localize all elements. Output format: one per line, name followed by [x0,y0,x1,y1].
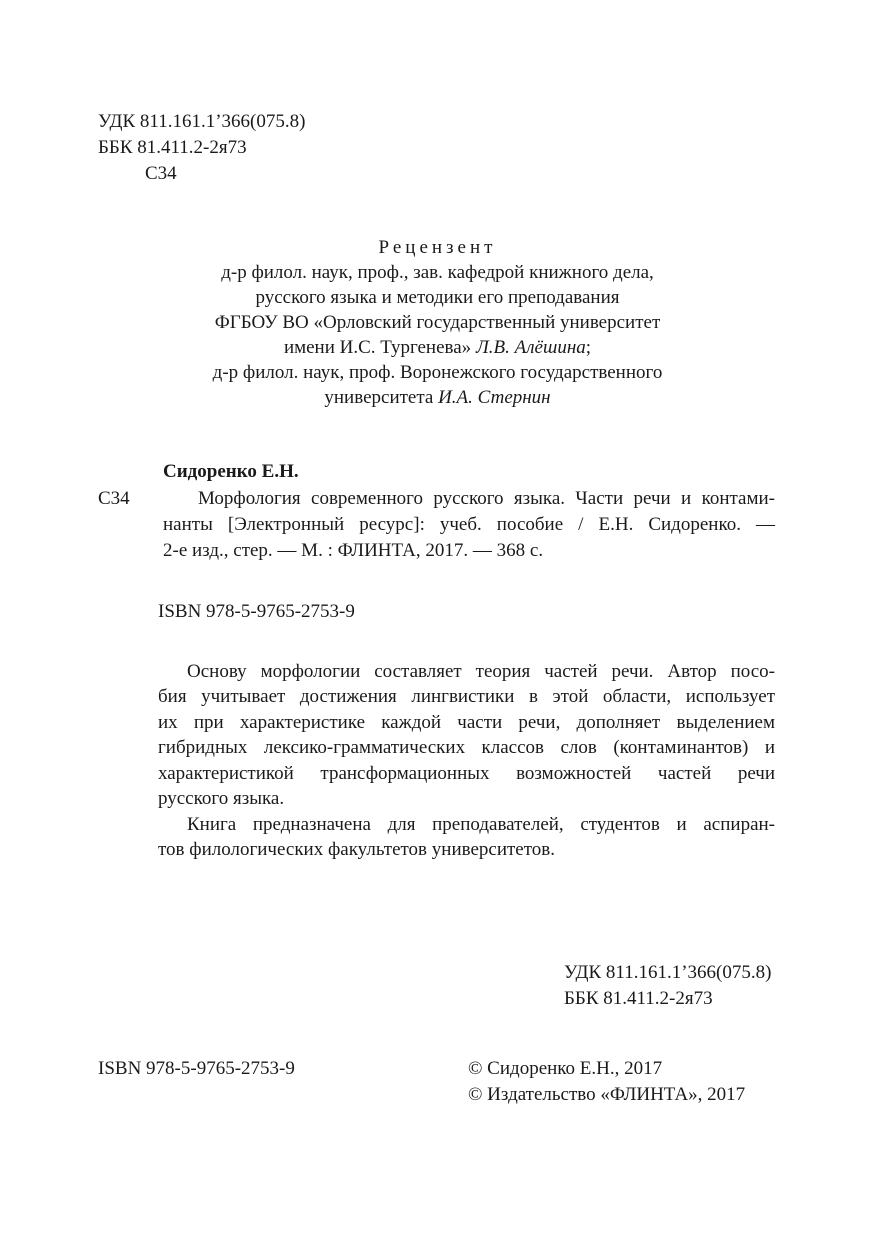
catalog-author-text: Сидоренко Е.Н. [163,461,299,482]
abstract-p1-line-5: характеристикой трансформационных возможностей частей речи [158,763,775,784]
reviewer-line-2: русского языка и методики его преподавания [255,287,620,308]
reviewer-line-6-prefix: университета [324,387,434,408]
catalog-desc-line-2: нанты [Электронный ресурс]: учеб. пособие / Е.Н. Сидоренко. — [163,514,775,535]
reviewer-line-4 [0,335,875,361]
footer-copyright-publisher: © Издательство «ФЛИНТА», 2017 [468,1084,746,1105]
catalog-desc-line-3: 2-е изд., стер. — М. : ФЛИНТА, 2017. — 368 с. [163,540,544,561]
header-udk: УДК 811.161.1’366(075.8) [98,111,306,132]
footer-isbn: ISBN 978-5-9765-2753-9 [98,1058,295,1079]
catalog-author [163,459,299,485]
reviewer-name-aleshina: Л.В. Алёшина [475,337,586,358]
catalog-code: С34 [98,488,130,509]
reviewer-line-6 [0,385,875,411]
footer-copyright-author: © Сидоренко Е.Н., 2017 [468,1058,663,1079]
footer-udk: УДК 811.161.1’366(075.8) [564,962,772,983]
abstract-p1-line-1: Основу морфологии составляет теория частей речи. Автор посо- [187,661,775,682]
abstract-p1-line-3: их при характеристике каждой части речи, дополняет выделением [158,712,775,733]
header-bbk: ББК 81.411.2-2я73 [98,137,247,158]
reviewer-line-4-suffix: ; [585,337,592,358]
reviewer-line-4-prefix: имени И.С. Тургенева» [283,337,472,358]
reviewer-name-sternin: И.А. Стернин [438,387,551,408]
reviewer-line-3: ФГБОУ ВО «Орловский государственный университет [214,312,661,333]
header-code: С34 [145,163,177,184]
abstract-p2-line-2: тов филологических факультетов университетов. [158,839,556,860]
reviewer-line-1: д-р филол. наук, проф., зав. кафедрой книжного дела, [221,262,654,283]
abstract-p1-line-6: русского языка. [158,788,285,809]
abstract-p1-line-2: бия учитывает достижения лингвистики в этой области, использует [158,686,775,707]
catalog-isbn: ISBN 978-5-9765-2753-9 [158,601,355,622]
abstract-p1-line-4: гибридных лексико-грамматических классов слов (контаминантов) и [158,737,775,758]
footer-bbk: ББК 81.411.2-2я73 [564,988,713,1009]
reviewer-line-5: д-р филол. наук, проф. Воронежского государственного [212,362,663,383]
reviewers-title: Рецензент [378,237,497,258]
catalog-desc-line-1: Морфология современного русского языка. Части речи и контами- [198,488,775,509]
abstract-p2-line-1: Книга предназначена для преподавателей, студентов и аспиран- [187,814,775,835]
